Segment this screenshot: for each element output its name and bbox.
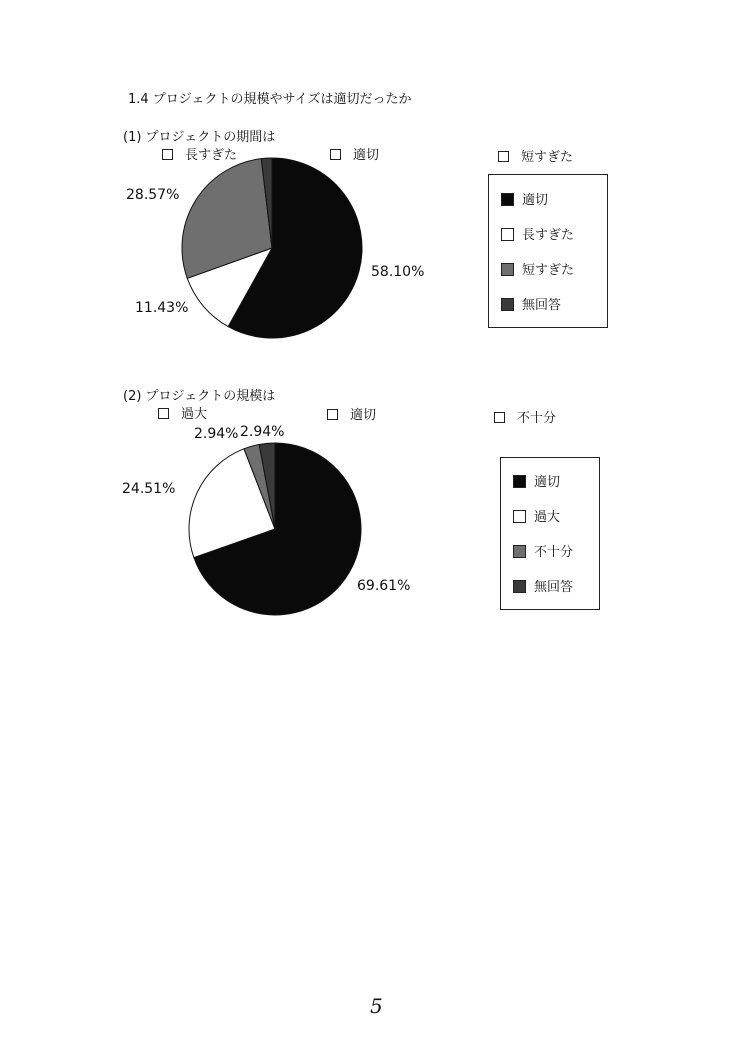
- chart1-pie: [170, 150, 380, 350]
- swatch-white-icon: [501, 228, 514, 241]
- chart1-option-2-label: 適切: [353, 148, 380, 163]
- checkbox-icon: [494, 412, 505, 423]
- legend-label: 適切: [522, 193, 549, 208]
- legend-label: 不十分: [534, 545, 574, 560]
- chart2-option-2-label: 適切: [350, 408, 377, 423]
- swatch-gray-icon: [513, 545, 526, 558]
- legend-item: [513, 506, 560, 525]
- legend-label: 過大: [534, 510, 561, 525]
- chart2-legend: [500, 457, 600, 610]
- chart2-subtitle: (2) プロジェクトの規模は: [123, 389, 276, 404]
- section-title: 1.4 プロジェクトの規模やサイズは適切だったか: [128, 92, 412, 107]
- legend-item: [501, 224, 574, 243]
- swatch-black-icon: [501, 193, 514, 206]
- swatch-darkgray-icon: [513, 580, 526, 593]
- chart1-option-3-label: 短すぎた: [521, 150, 574, 165]
- legend-label: 無回答: [534, 580, 574, 595]
- chart1-label-long: 11.43%: [135, 300, 189, 316]
- legend-item: [501, 294, 561, 313]
- chart1-legend: [488, 174, 608, 328]
- checkbox-icon: [498, 151, 509, 162]
- chart2-label-noanswer: 2.94%: [240, 424, 285, 440]
- legend-label: 無回答: [522, 298, 562, 313]
- chart2-option-3-label: 不十分: [517, 411, 557, 426]
- legend-item: [501, 259, 574, 278]
- chart1-option-3: [498, 146, 573, 165]
- legend-item: [501, 189, 548, 208]
- chart1-label-appropriate: 58.10%: [371, 264, 425, 280]
- chart2-option-1: [158, 403, 207, 422]
- legend-label: 適切: [534, 475, 561, 490]
- chart1-label-short: 28.57%: [126, 187, 180, 203]
- page-number: 5: [370, 994, 383, 1018]
- chart2-label-appropriate: 69.61%: [357, 578, 411, 594]
- legend-label: 短すぎた: [522, 263, 575, 278]
- chart1-subtitle: (1) プロジェクトの期間は: [123, 130, 276, 145]
- chart2-option-1-label: 過大: [181, 407, 208, 422]
- chart2-option-2: [327, 404, 376, 423]
- chart2-pie: [175, 430, 385, 630]
- swatch-darkgray-icon: [501, 298, 514, 311]
- swatch-gray-icon: [501, 263, 514, 276]
- legend-item: [513, 541, 573, 560]
- legend-item: [513, 471, 560, 490]
- checkbox-icon: [158, 408, 169, 419]
- swatch-black-icon: [513, 475, 526, 488]
- checkbox-icon: [327, 409, 338, 420]
- chart2-label-insufficient: 2.94%: [194, 426, 239, 442]
- chart2-option-3: [494, 407, 556, 426]
- legend-item: [513, 576, 573, 595]
- legend-label: 長すぎた: [522, 228, 575, 243]
- chart2-label-excessive: 24.51%: [122, 481, 176, 497]
- chart1-option-1-label: 長すぎた: [185, 148, 238, 163]
- swatch-white-icon: [513, 510, 526, 523]
